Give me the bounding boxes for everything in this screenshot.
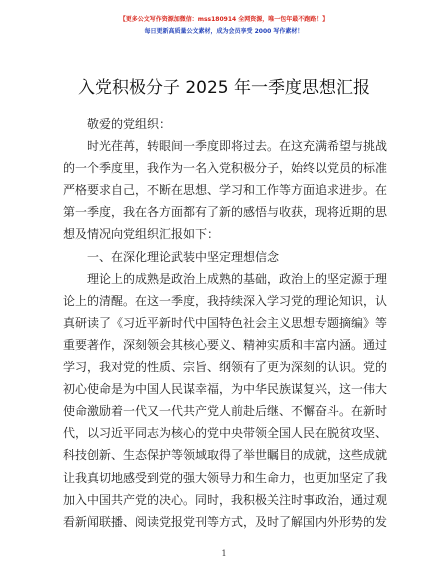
promo-banner-line-2: 每日更新高质量公文素材，成为会员享受 2000 写作素材！ — [144, 28, 304, 35]
section-heading: 一、在深化理论武装中坚定理想信念 — [87, 249, 280, 264]
document-title: 入党积极分子 2025 年一季度思想汇报 — [77, 78, 371, 98]
intro-paragraph: 时光荏苒，转眼间一季度即将过去。在这充满希望与挑战的一个季度里，我作为一名入党积极分子，始终以党员的标准严格要求自己，不断在思想、学习和工作等方面追求进步。在第一季度，我在各方面都有了新的感悟与收获，现将近期的思想及情况向党组织汇报如下： — [63, 139, 388, 242]
page-number: 1 — [221, 549, 227, 558]
document-body — [63, 113, 387, 533]
body-paragraph: 理论上的成熟是政治上成熟的基础，政治上的坚定源于理论上的清醒。在这一季度，我持续深入学习党的理论知识，认真研读了《习近平新时代中国特色社会主义思想专题摘编》等重要著作，深刻领会其核心要义、精神实质和丰富内涵。通过学习，我对党的性质、宗旨、纲领有了更为深刻的认识。党的初心使命是为中国人民谋幸福，为中华民族谋复兴，这一伟大使命激励着一代又一代共产党人前赴后继、不懈奋斗。在新时代，以习近平同志为核心的党中央带领全国人民在脱贫攻坚、科技创新、生态保护等领域取得了举世瞩目的成就，这些成就让我真切地感受到党的强大领导力和生命力，也更加坚定了我加入中国共产党的决心。同时，我积极关注时事政治，通过观看新闻联播、阅读党报党刊等方式，及时了解国内外形势的发 — [63, 271, 388, 529]
salutation: 敬爱的党组织： — [87, 117, 172, 131]
promo-banner-line-1: 【更多公文写作资源加微信：mss180914 全网资源，唯一包年最不跑路！】 — [119, 16, 329, 23]
